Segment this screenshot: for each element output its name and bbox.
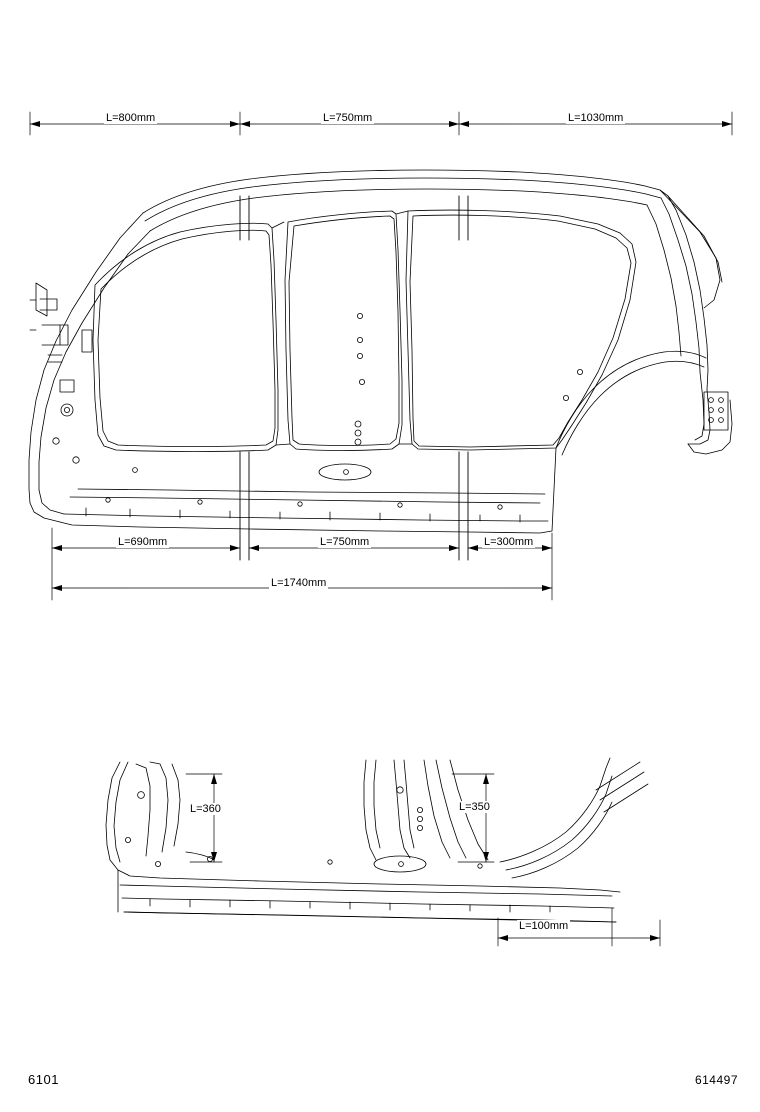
- dimension-label-bottom-3: L=300mm: [484, 536, 534, 548]
- body-side-outer-outline: [29, 170, 732, 533]
- dimension-label-lower-2: L=350: [459, 801, 490, 813]
- rocker-panel-detail-view: [106, 758, 648, 922]
- footer-left-code: 6101: [28, 1072, 59, 1087]
- dimension-label-bottom-1: L=690mm: [118, 536, 168, 548]
- dimension-label-overall: L=1740mm: [271, 577, 327, 589]
- dimension-label-top-2: L=750mm: [323, 112, 373, 124]
- dimension-label-bottom-2: L=750mm: [320, 536, 370, 548]
- dimension-label-top-3: L=1030mm: [568, 112, 624, 124]
- dimension-label-top-1: L=800mm: [106, 112, 156, 124]
- dimension-label-lower-3: L=100mm: [519, 920, 569, 932]
- footer-right-code: 614497: [694, 1073, 738, 1087]
- dimension-label-lower-1: L=360: [190, 803, 221, 815]
